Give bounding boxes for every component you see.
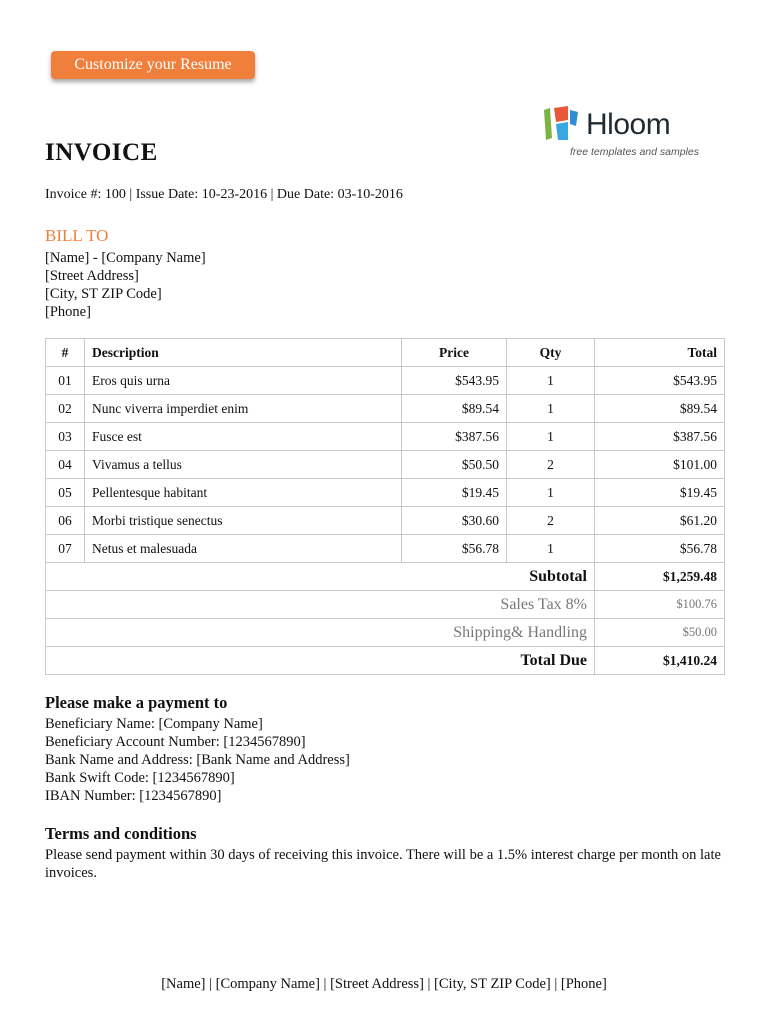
payment-line: Beneficiary Account Number: [1234567890] (45, 734, 306, 750)
table-row (46, 507, 725, 535)
cell-number: 04 (46, 451, 85, 479)
sales-tax-value: $100.76 (595, 591, 725, 619)
sales-tax-row (46, 591, 725, 619)
cell-qty: 2 (507, 451, 595, 479)
cell-price: $19.45 (402, 479, 507, 507)
total-due-row (46, 647, 725, 675)
cell-description: Fusce est (85, 423, 402, 451)
table-row (46, 367, 725, 395)
shipping-row (46, 619, 725, 647)
payment-heading: Please make a payment to (45, 693, 228, 712)
cell-number: 06 (46, 507, 85, 535)
bill-to-line: [City, ST ZIP Code] (45, 286, 162, 302)
bill-to-line: [Name] - [Company Name] (45, 250, 206, 266)
cell-total: $543.95 (595, 367, 725, 395)
cell-description: Netus et malesuada (85, 535, 402, 563)
issue-date: Issue Date: 10-23-2016 (135, 187, 268, 202)
page-title: INVOICE (45, 139, 158, 166)
cell-description: Morbi tristique senectus (85, 507, 402, 535)
header-total: Total (595, 339, 725, 367)
total-due-label: Total Due (46, 647, 595, 675)
table-row (46, 479, 725, 507)
cell-total: $61.20 (595, 507, 725, 535)
table-header-row (46, 339, 725, 367)
logo-wordmark: Hloom (586, 108, 671, 141)
payment-block (45, 715, 350, 805)
table-row (46, 451, 725, 479)
bill-to-block (45, 249, 206, 321)
bill-to-line: [Phone] (45, 304, 91, 320)
cell-total: $19.45 (595, 479, 725, 507)
shipping-value: $50.00 (595, 619, 725, 647)
payment-line: Bank Swift Code: [1234567890] (45, 770, 235, 786)
invoice-number: Invoice #: 100 (45, 187, 126, 202)
cell-qty: 1 (507, 367, 595, 395)
shipping-label: Shipping& Handling (46, 619, 595, 647)
subtotal-label: Subtotal (46, 563, 595, 591)
terms-heading: Terms and conditions (45, 824, 197, 843)
header-qty: Qty (507, 339, 595, 367)
table-row (46, 535, 725, 563)
cell-description: Eros quis urna (85, 367, 402, 395)
header-price: Price (402, 339, 507, 367)
total-due-value: $1,410.24 (595, 647, 725, 675)
cell-total: $56.78 (595, 535, 725, 563)
cell-price: $543.95 (402, 367, 507, 395)
meta-separator: | (125, 187, 136, 202)
bill-to-line: [Street Address] (45, 268, 139, 284)
sales-tax-label: Sales Tax 8% (46, 591, 595, 619)
cell-number: 05 (46, 479, 85, 507)
logo-tagline: free templates and samples (570, 146, 699, 158)
cell-qty: 1 (507, 479, 595, 507)
cell-description: Vivamus a tellus (85, 451, 402, 479)
cell-price: $89.54 (402, 395, 507, 423)
cell-price: $56.78 (402, 535, 507, 563)
subtotal-row (46, 563, 725, 591)
cell-description: Pellentesque habitant (85, 479, 402, 507)
cell-qty: 1 (507, 535, 595, 563)
customize-resume-button[interactable]: Customize your Resume (51, 51, 255, 79)
hloom-logo-icon (542, 106, 582, 142)
cell-price: $50.50 (402, 451, 507, 479)
meta-separator: | (267, 187, 277, 202)
cell-description: Nunc viverra imperdiet enim (85, 395, 402, 423)
invoice-items-table (45, 338, 725, 675)
cell-price: $387.56 (402, 423, 507, 451)
cell-total: $101.00 (595, 451, 725, 479)
cell-number: 07 (46, 535, 85, 563)
cell-total: $89.54 (595, 395, 725, 423)
cell-number: 03 (46, 423, 85, 451)
invoice-meta (45, 187, 403, 203)
cell-qty: 1 (507, 395, 595, 423)
cell-total: $387.56 (595, 423, 725, 451)
header-description: Description (85, 339, 402, 367)
due-date: Due Date: 03-10-2016 (276, 187, 403, 202)
payment-line: Beneficiary Name: [Company Name] (45, 716, 263, 732)
payment-line: Bank Name and Address: [Bank Name and Address] (45, 752, 350, 768)
hloom-logo (542, 106, 722, 158)
cell-price: $30.60 (402, 507, 507, 535)
terms-text: Please send payment within 30 days of receiving this invoice. There will be a 1.5% interest charge per month on late invoices. (45, 847, 721, 881)
header-number: # (46, 339, 85, 367)
cell-number: 02 (46, 395, 85, 423)
footer-contact: [Name] | [Company Name] | [Street Address] | [City, ST ZIP Code] | [Phone] (161, 976, 607, 992)
table-row (46, 395, 725, 423)
bill-to-heading: BILL TO (45, 226, 109, 245)
cell-qty: 1 (507, 423, 595, 451)
payment-line: IBAN Number: [1234567890] (45, 788, 222, 804)
cell-qty: 2 (507, 507, 595, 535)
subtotal-value: $1,259.48 (595, 563, 725, 591)
table-row (46, 423, 725, 451)
cell-number: 01 (46, 367, 85, 395)
